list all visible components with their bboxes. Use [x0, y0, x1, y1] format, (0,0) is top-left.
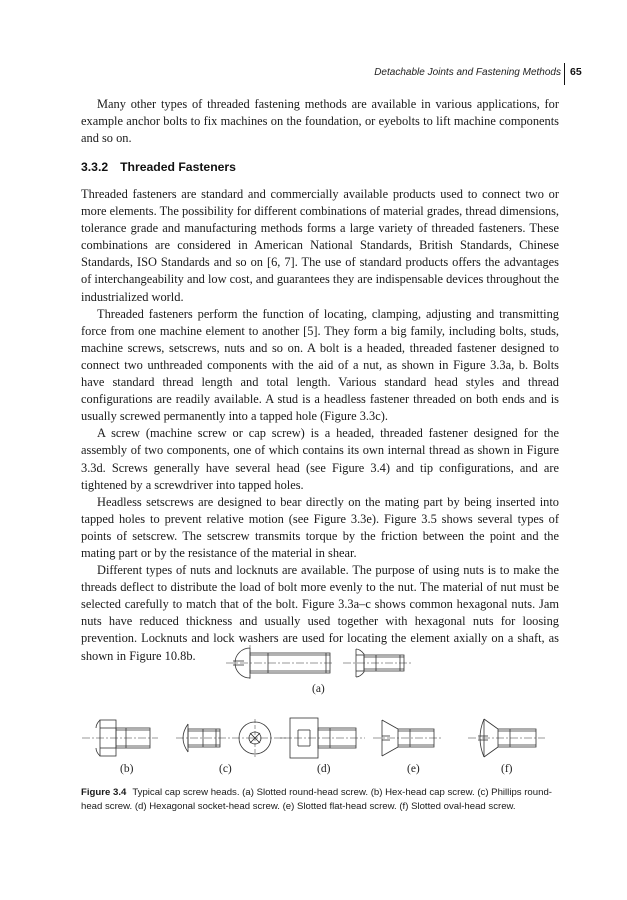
figure-label-d: (d) — [317, 763, 331, 775]
paragraph: Threaded fasteners are standard and commercially available products used to connect two or more elements. The possibility for different combinations of material grades, thread dimensions, tolerance grade and manufacturing methods forms a large variety of threaded fasteners. These combinations are considered in American National Standards, British Standards, Chinese Standards, ISO Standards and so on [6, 7]. The use of standard products offers the advantages of interchangeability and low cost, and guarantees they are indispensable devices throughout the industrialized world. — [81, 187, 559, 304]
caption-text: Typical cap screw heads. (a) Slotted round-head screw. (b) Hex-head cap screw. (c) Phillips round-head screw. (d) Hexagonal socket-head screw. (e) Slotted flat-head screw. (f) Slotted oval-head screw. — [81, 787, 552, 812]
figure-label-f: (f) — [501, 763, 513, 775]
paragraph: Headless setscrews are designed to bear directly on the mating part by being inserted into tapped holes to prevent relative motion (see Figure 3.3e). Figure 3.5 shows several types of points of setscrew. The setscrew transmits torque by the friction between the point and the mating part or by the resistance of the material in shear. — [81, 494, 559, 560]
figure-label-a: (a) — [312, 683, 325, 695]
paragraph: Threaded fasteners perform the function of locating, clamping, adjusting and transmitting force from one machine element to another [5]. They form a big family, including bolts, studs, machine screws, setscrews, nuts and so on. A bolt is a headed, threaded fastener designed to connect two unthreaded components with the aid of a nut, as shown in Figure 3.3a, b. Bolts have standard thread length and total length. Various standard head styles and thread configurations are readily available. A stud is a headless fastener threaded on both ends and is usually screwed permanently into a tapped hole (Figure 3.3c). — [81, 306, 559, 424]
running-title: Detachable Joints and Fastening Methods — [374, 67, 561, 78]
screw-drawing-f — [468, 719, 545, 757]
caption-label: Figure 3.4 — [81, 787, 127, 798]
section-title: Threaded Fasteners — [120, 160, 236, 174]
screw-drawing-e — [373, 720, 442, 756]
screw-drawing-d — [280, 718, 365, 758]
section-number: 3.3.2 — [81, 160, 109, 174]
figure-label-e: (e) — [407, 763, 420, 775]
figure-caption — [81, 786, 561, 813]
paragraph: A screw (machine screw or cap screw) is a headed, threaded fastener designed for the assembly of two components, one of which contains its own internal thread as shown in Figure 3.3d. Screws generally have several head (see Figure 3.4) and tip configurations, and are tightened by a screwdriver into tapped holes. — [81, 426, 559, 492]
page-number: 65 — [570, 66, 582, 78]
screw-drawing-a — [226, 645, 412, 681]
screw-drawing-c — [176, 719, 290, 757]
paragraph: Different types of nuts and locknuts are available. The purpose of using nuts is to make the threads deflect to distribute the load of bolt more evenly to the nut. The material of nut must be selected carefully to match that of the bolt. Figure 3.3a–c shows common hexagonal nuts. Jam nuts have reduced thickness and usually used together with hexagonal nuts for loosing prevention. Locknuts and lock washers are used for locating the element axially on a shaft, as shown in Figure 10.8b. — [81, 563, 559, 663]
figure-label-b: (b) — [120, 763, 134, 775]
intro-paragraph-text: Many other types of threaded fastening methods are available in various applications, for example anchor bolts to fix machines on the foundation, or eyebolts to lift machine components and so on. — [81, 97, 559, 146]
screw-drawing-b — [82, 720, 158, 756]
figure-label-c: (c) — [219, 763, 232, 775]
